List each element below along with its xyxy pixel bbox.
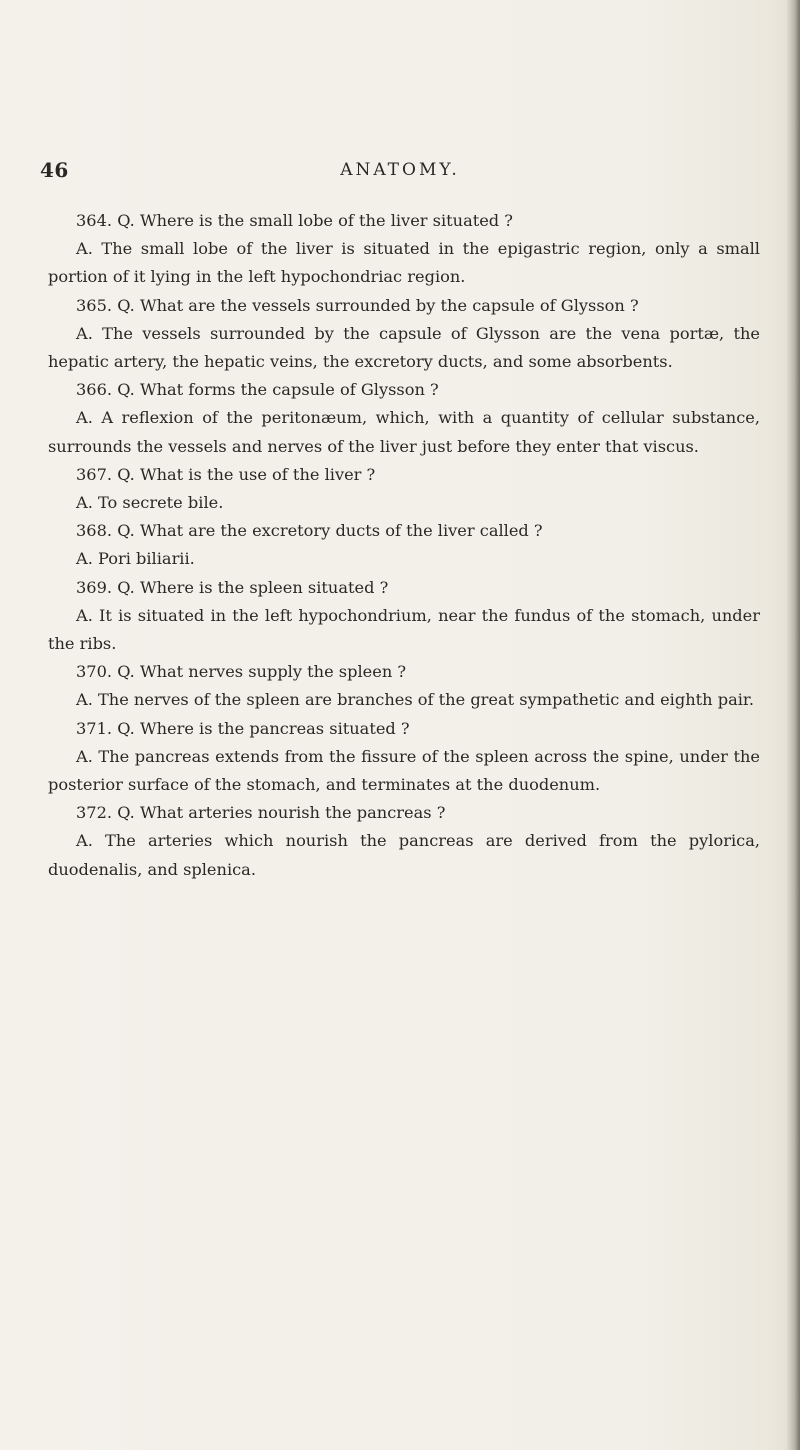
question-372: 372. Q. What arteries nourish the pancreas ? — [76, 803, 446, 823]
question-364: 364. Q. Where is the small lobe of the liver situated ? — [76, 211, 513, 230]
answer-372: A. The arteries which nourish the pancreas are derived from the pylorica, duodenalis, and splenica. — [48, 831, 760, 879]
page-header — [40, 158, 760, 188]
answer-369: A. It is situated in the left hypochondrium, near the fundus of the stomach, under the ribs. — [48, 605, 760, 654]
question-368: 368. Q. What are the excretory ducts of the liver called ? — [76, 521, 543, 541]
page-number: 46 — [40, 158, 69, 182]
question-370: 370. Q. What nerves supply the spleen ? — [76, 662, 407, 682]
answer-364: A. The small lobe of the liver is situated in the epigastric region, only a small portion of it lying in the left hypochondriac region. — [48, 239, 760, 287]
answer-367: A. To secrete bile. — [76, 493, 224, 513]
answer-368: A. Pori biliarii. — [76, 549, 195, 569]
page-edge-shadow — [786, 0, 800, 1450]
answer-370: A. The nerves of the spleen are branches of the great sympathetic and eighth pair. — [76, 690, 755, 710]
question-367: 367. Q. What is the use of the liver ? — [76, 464, 376, 484]
answer-366: A. A reflexion of the peritonæum, which, with a quantity of cellular substance, surrounds the vessels and nerves of the liver just before they enter that viscus. — [48, 408, 760, 456]
question-369: 369. Q. Where is the spleen situated ? — [76, 577, 389, 597]
question-365: 365. Q. What are the vessels surrounded by the capsule of Glysson ? — [76, 295, 639, 315]
answer-371: A. The pancreas extends from the fissure of the spleen across the spine, under the posterior surface of the stomach, and terminates at the duodenum. — [48, 746, 760, 795]
question-366: 366. Q. What forms the capsule of Glysson ? — [76, 380, 439, 400]
question-371: 371. Q. Where is the pancreas situated ? — [76, 718, 410, 738]
running-head: ANATOMY. — [340, 160, 460, 180]
answer-365: A. The vessels surrounded by the capsule of Glysson are the vena portæ, the hepatic artery, the hepatic veins, the excretory ducts, and some absorbents. — [48, 323, 760, 372]
qa-text-block — [48, 207, 760, 884]
